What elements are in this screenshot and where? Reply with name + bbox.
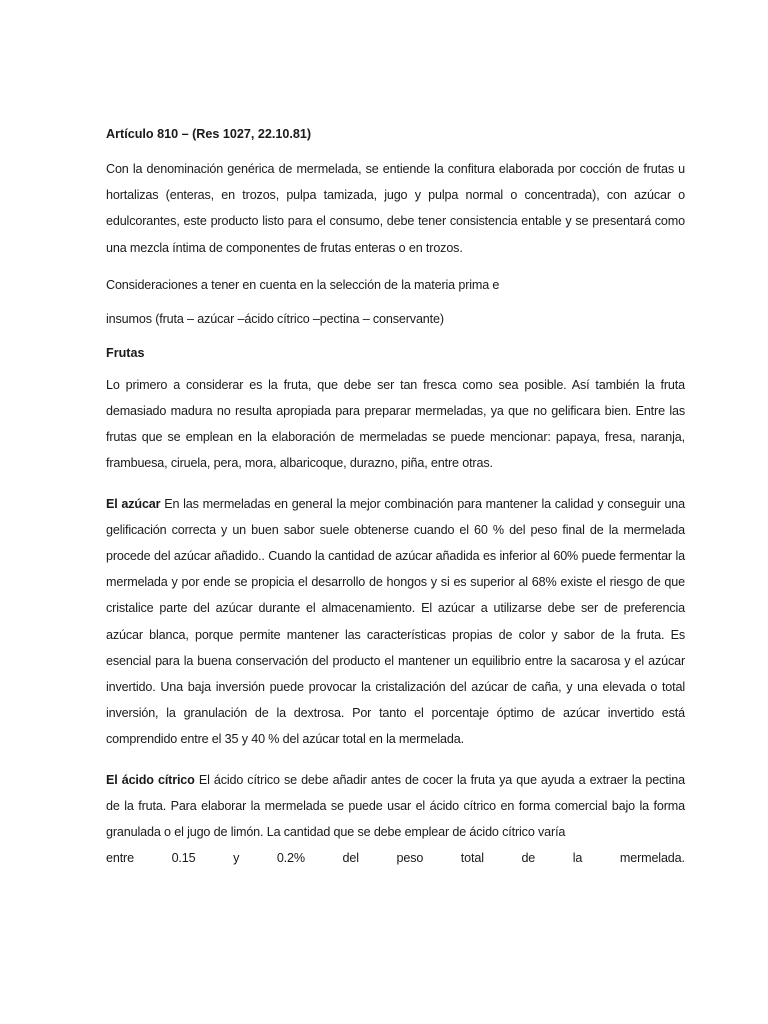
frutas-paragraph: Lo primero a considerar es la fruta, que debe ser tan fresca como sea posible. Así también la fruta demasiado madura no resulta apropiada para preparar mermeladas, ya que no gelificara bien. Entre las frutas que se emplean en la elaboración de mermeladas se puede mencionar: papaya, fresa, naranja, frambuesa, ciruela, pera, mora, albaricoque, durazno, piña, entre otras. xyxy=(106,377,685,471)
acido-paragraph-block xyxy=(106,767,685,846)
word: mermelada. xyxy=(619,851,685,866)
intro-paragraph: Con la denominación genérica de mermelada, se entiende la confitura elaborada por cocción de frutas u hortalizas (enteras, en trozos, pulpa tamizada, jugo y pulpa normal o concentrada), con azúcar o edulcorantes, este producto listo para el consumo, debe tener consistencia entable y se presentará como una mezcla íntima de componentes de frutas enteras o en trozos. xyxy=(106,162,685,255)
word: total xyxy=(460,851,484,866)
article-heading: Artículo 810 – (Res 1027, 22.10.81) xyxy=(106,127,312,141)
word: la xyxy=(572,851,583,866)
azucar-paragraph-block xyxy=(106,491,685,753)
frutas-heading: Frutas xyxy=(106,345,145,360)
word: 0.15 xyxy=(171,851,196,866)
acido-label: El ácido cítrico xyxy=(106,772,195,787)
word: entre xyxy=(106,851,134,866)
azucar-label: El azúcar xyxy=(106,496,161,511)
acido-paragraph: El ácido cítrico se debe añadir antes de cocer la fruta ya que ayuda a extraer la pectina de la fruta. Para elaborar la mermelada se puede usar el ácido cítrico en forma comercial bajo la forma granulada o el jugo de limón. La cantidad que se debe emplear de ácido cítrico varía xyxy=(106,772,685,840)
word: de xyxy=(521,851,536,866)
acido-last-line xyxy=(106,845,685,871)
azucar-paragraph: En las mermeladas en general la mejor combinación para mantener la calidad y conseguir una gelificación correcta y un buen sabor suele obtenerse cuando el 60 % del peso final de la mermelada procede del azúcar añadido.. Cuando la cantidad de azúcar añadida es inferior al 60% puede fermentar la mermelada y por ende se propicia el desarrollo de hongos y si es superior al 68% existe el riesgo de que cristalice parte del azúcar durante el almacenamiento. El azúcar a utilizarse debe ser de preferencia azúcar blanca, porque permite mantener las características propias de color y sabor de la fruta. Es esencial para la buena conservación del producto el mantener un equilibrio entre la sacarosa y el azúcar invertido. Una baja inversión puede provocar la cristalización del azúcar de caña, y una elevada o total inversión, la granulación de la dextrosa. Por tanto el porcentaje óptimo de azúcar invertido está comprendido entre el 35 y 40 % del azúcar total en la mermelada. xyxy=(106,496,686,747)
word: del xyxy=(342,851,359,866)
word: peso xyxy=(396,851,424,866)
considerations-line-1: Consideraciones a tener en cuenta en la selección de la materia prima e xyxy=(106,277,500,292)
considerations-line-2: insumos (fruta – azúcar –ácido cítrico –pectina – conservante) xyxy=(106,311,444,326)
word: 0.2% xyxy=(276,851,305,866)
word: y xyxy=(233,851,240,866)
